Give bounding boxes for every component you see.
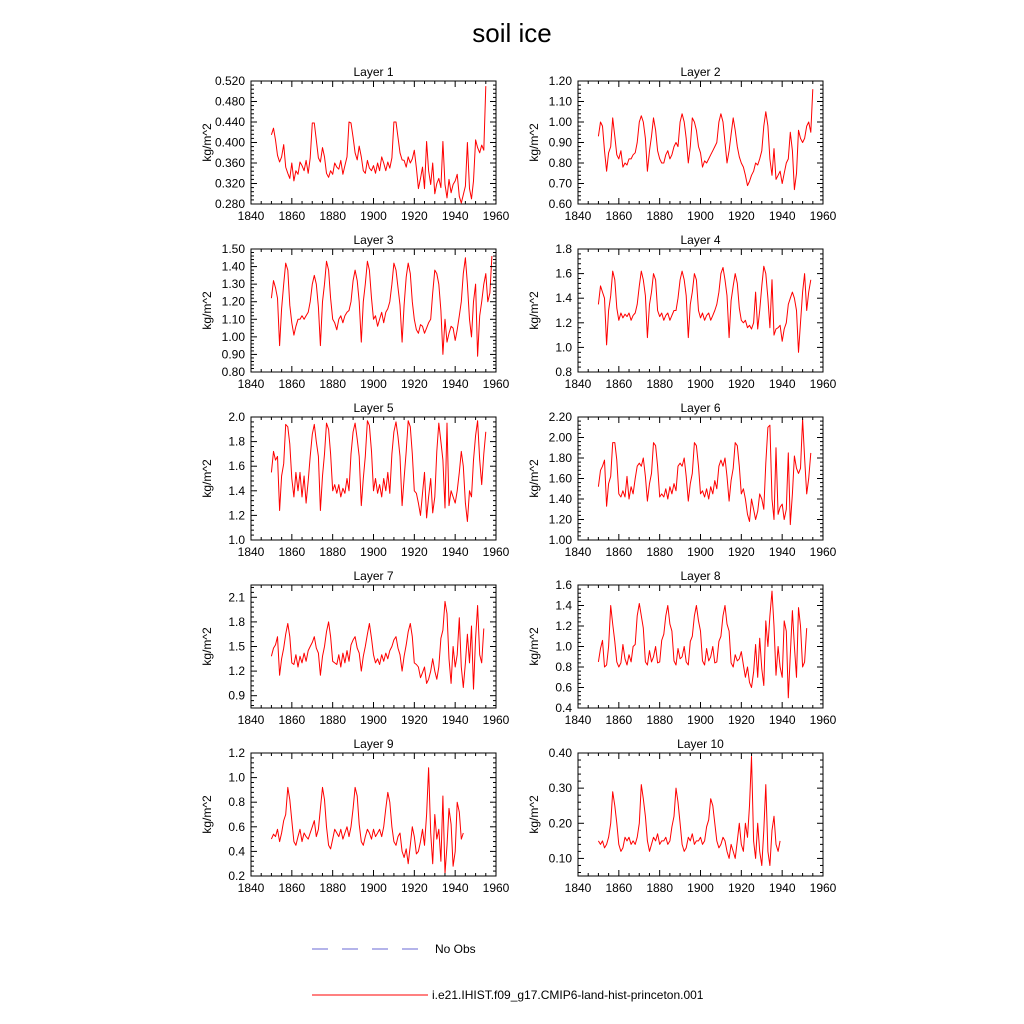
x-tick-label: 1960: [482, 881, 510, 895]
x-tick-label: 1860: [605, 713, 633, 727]
panel-title: Layer 7: [353, 569, 394, 583]
y-tick-label: 1.2: [555, 315, 572, 330]
y-tick-label: 2.1: [228, 590, 245, 605]
panel-layer-2: [527, 65, 837, 223]
x-tick-label: 1860: [605, 377, 633, 391]
y-tick-label: 1.6: [555, 266, 572, 281]
y-tick-label: 1.20: [221, 294, 245, 309]
y-tick-label: 0.80: [548, 156, 572, 170]
y-tick-label: 1.40: [221, 259, 245, 274]
x-tick-label: 1960: [809, 377, 837, 391]
panel-grid: [200, 65, 837, 895]
figure-title: soil ice: [472, 18, 552, 48]
y-tick-label: 0.280: [214, 197, 245, 211]
y-tick-label: 1.4: [555, 291, 572, 306]
y-tick-label: 1.10: [548, 94, 572, 109]
legend: [312, 942, 704, 1002]
y-tick-label: 0.440: [214, 115, 245, 129]
y-tick-label: 0.60: [548, 197, 572, 211]
y-tick-label: 1.00: [548, 533, 572, 547]
x-tick-label: 1840: [564, 881, 592, 895]
x-tick-label: 1960: [809, 545, 837, 559]
y-tick-label: 1.50: [221, 242, 245, 256]
panel-title: Layer 2: [680, 65, 721, 79]
x-tick-label: 1940: [768, 545, 796, 559]
x-tick-label: 1860: [605, 209, 633, 223]
y-tick-label: 0.8: [555, 365, 572, 379]
y-tick-label: 0.90: [548, 135, 572, 150]
x-tick-label: 1960: [482, 545, 510, 559]
x-tick-label: 1880: [646, 545, 674, 559]
y-tick-label: 0.8: [228, 795, 245, 810]
x-tick-label: 1920: [400, 377, 428, 391]
x-tick-label: 1940: [441, 377, 469, 391]
y-tick-label: 0.480: [214, 94, 245, 109]
series-line: [598, 89, 812, 189]
y-tick-label: 1.0: [555, 340, 572, 355]
x-tick-label: 1960: [809, 713, 837, 727]
y-tick-label: 2.0: [228, 410, 245, 424]
x-tick-label: 1840: [237, 377, 265, 391]
x-tick-label: 1840: [237, 545, 265, 559]
x-tick-label: 1900: [360, 377, 387, 391]
y-tick-label: 0.520: [214, 74, 245, 88]
x-tick-label: 1940: [441, 713, 469, 727]
x-tick-label: 1880: [646, 209, 674, 223]
x-tick-label: 1860: [278, 545, 306, 559]
y-tick-label: 1.2: [228, 508, 245, 523]
y-axis-label: kg/m^2: [527, 123, 541, 162]
panel-layer-4: [527, 233, 837, 391]
y-tick-label: 1.0: [555, 639, 572, 654]
y-tick-label: 0.360: [214, 156, 245, 170]
y-tick-label: 0.90: [221, 347, 245, 362]
y-axis-label: kg/m^2: [527, 459, 541, 498]
plot-frame: [578, 417, 823, 540]
y-tick-label: 1.30: [221, 277, 245, 292]
y-tick-label: 1.40: [548, 492, 572, 506]
x-tick-label: 1940: [768, 209, 796, 223]
plot-frame: [251, 249, 496, 372]
y-tick-label: 1.8: [228, 614, 245, 629]
x-tick-label: 1920: [400, 209, 428, 223]
series-line: [598, 757, 780, 866]
x-tick-label: 1840: [564, 377, 592, 391]
x-tick-label: 1920: [727, 545, 755, 559]
series-line: [598, 266, 810, 352]
x-tick-label: 1900: [687, 209, 714, 223]
panel-layer-1: [200, 65, 510, 223]
y-tick-label: 1.00: [548, 115, 572, 129]
y-tick-label: 1.60: [548, 471, 572, 486]
plot-frame: [578, 585, 823, 708]
plot-frame: [578, 249, 823, 372]
series-line: [598, 591, 806, 698]
y-tick-label: 0.6: [555, 680, 572, 695]
x-tick-label: 1840: [237, 881, 265, 895]
x-tick-label: 1900: [360, 209, 387, 223]
y-tick-label: 0.4: [228, 844, 245, 859]
x-tick-label: 1880: [319, 377, 347, 391]
x-tick-label: 1900: [360, 545, 387, 559]
series-line: [271, 86, 485, 203]
y-tick-label: 0.2: [228, 869, 245, 883]
y-axis-label: kg/m^2: [200, 291, 214, 330]
panel-title: Layer 4: [680, 233, 721, 247]
y-tick-label: 1.6: [555, 578, 572, 592]
plot-frame: [251, 417, 496, 540]
y-tick-label: 1.0: [228, 770, 245, 785]
y-tick-label: 1.10: [221, 312, 245, 327]
series-line: [271, 768, 463, 874]
x-tick-label: 1940: [441, 881, 469, 895]
y-tick-label: 1.20: [548, 512, 572, 527]
x-tick-label: 1840: [237, 713, 265, 727]
x-tick-label: 1880: [319, 545, 347, 559]
panel-layer-5: [200, 401, 510, 559]
x-tick-label: 1920: [727, 713, 755, 727]
y-tick-label: 1.0: [228, 533, 245, 547]
series-line: [271, 421, 485, 522]
y-tick-label: 0.4: [555, 701, 572, 715]
x-tick-label: 1960: [482, 209, 510, 223]
panel-layer-6: [527, 401, 837, 559]
x-tick-label: 1960: [482, 377, 510, 391]
panel-title: Layer 8: [680, 569, 721, 583]
x-tick-label: 1880: [646, 377, 674, 391]
x-tick-label: 1840: [237, 209, 265, 223]
y-tick-label: 0.8: [555, 660, 572, 674]
y-tick-label: 0.70: [548, 176, 572, 191]
x-tick-label: 1920: [727, 377, 755, 391]
panel-title: Layer 5: [353, 401, 394, 415]
y-axis-label: kg/m^2: [527, 795, 541, 834]
panel-layer-3: [200, 233, 510, 391]
y-axis-label: kg/m^2: [200, 795, 214, 834]
y-tick-label: 0.20: [548, 816, 572, 831]
panel-layer-7: [200, 569, 510, 727]
y-axis-label: kg/m^2: [527, 627, 541, 666]
x-tick-label: 1900: [360, 713, 387, 727]
y-axis-label: kg/m^2: [200, 627, 214, 666]
y-tick-label: 0.30: [548, 781, 572, 796]
y-tick-label: 1.20: [548, 74, 572, 88]
x-tick-label: 1920: [400, 545, 428, 559]
panel-layer-10: [527, 737, 837, 895]
x-tick-label: 1960: [482, 713, 510, 727]
y-tick-label: 1.4: [228, 483, 245, 498]
y-tick-label: 2.00: [548, 430, 572, 445]
y-tick-label: 0.80: [221, 365, 245, 379]
x-tick-label: 1860: [278, 713, 306, 727]
x-tick-label: 1920: [727, 209, 755, 223]
x-tick-label: 1960: [809, 209, 837, 223]
x-tick-label: 1900: [360, 881, 387, 895]
panel-title: Layer 3: [353, 233, 394, 247]
x-tick-label: 1880: [646, 713, 674, 727]
panel-layer-8: [527, 569, 837, 727]
y-tick-label: 1.2: [228, 746, 245, 760]
x-tick-label: 1840: [564, 209, 592, 223]
y-tick-label: 1.6: [228, 459, 245, 474]
x-tick-label: 1840: [564, 713, 592, 727]
x-tick-label: 1940: [441, 545, 469, 559]
x-tick-label: 1920: [727, 881, 755, 895]
x-tick-label: 1900: [687, 713, 714, 727]
x-tick-label: 1860: [605, 545, 633, 559]
y-tick-label: 1.00: [221, 329, 245, 344]
y-axis-label: kg/m^2: [200, 459, 214, 498]
y-tick-label: 1.8: [555, 242, 572, 256]
x-tick-label: 1920: [400, 713, 428, 727]
y-tick-label: 1.2: [228, 664, 245, 679]
x-tick-label: 1940: [441, 209, 469, 223]
y-tick-label: 0.9: [228, 688, 245, 703]
x-tick-label: 1960: [809, 881, 837, 895]
y-tick-label: 2.20: [548, 410, 572, 424]
x-tick-label: 1880: [319, 713, 347, 727]
y-tick-label: 0.40: [548, 746, 572, 760]
x-tick-label: 1940: [768, 881, 796, 895]
y-axis-label: kg/m^2: [527, 291, 541, 330]
x-tick-label: 1940: [768, 713, 796, 727]
x-tick-label: 1920: [400, 881, 428, 895]
legend-model-label: i.e21.IHIST.f09_g17.CMIP6-land-hist-princeton.001: [432, 988, 704, 1002]
x-tick-label: 1880: [319, 209, 347, 223]
plot-frame: [251, 81, 496, 204]
plot-frame: [578, 753, 823, 876]
series-line: [271, 601, 483, 689]
panel-title: Layer 6: [680, 401, 721, 415]
y-tick-label: 0.10: [548, 851, 572, 866]
y-tick-label: 0.320: [214, 176, 245, 191]
x-tick-label: 1860: [278, 881, 306, 895]
y-tick-label: 1.2: [555, 619, 572, 633]
panel-title: Layer 1: [353, 65, 394, 79]
legend-no-obs-label: No Obs: [435, 942, 476, 956]
x-tick-label: 1880: [319, 881, 347, 895]
panel-title: Layer 9: [353, 737, 394, 751]
x-tick-label: 1900: [687, 545, 714, 559]
y-tick-label: 1.5: [228, 639, 245, 654]
panel-layer-9: [200, 737, 510, 895]
y-tick-label: 0.400: [214, 135, 245, 150]
y-tick-label: 1.80: [548, 451, 572, 465]
y-tick-label: 1.8: [228, 434, 245, 449]
series-line: [598, 419, 810, 524]
x-tick-label: 1860: [605, 881, 633, 895]
y-axis-label: kg/m^2: [200, 123, 214, 162]
y-tick-label: 0.6: [228, 819, 245, 834]
x-tick-label: 1880: [646, 881, 674, 895]
plot-frame: [251, 585, 496, 708]
x-tick-label: 1860: [278, 209, 306, 223]
x-tick-label: 1860: [278, 377, 306, 391]
x-tick-label: 1840: [564, 545, 592, 559]
panel-title: Layer 10: [677, 737, 724, 751]
x-tick-label: 1900: [687, 881, 714, 895]
x-tick-label: 1900: [687, 377, 714, 391]
x-tick-label: 1940: [768, 377, 796, 391]
series-line: [271, 256, 492, 356]
y-tick-label: 1.4: [555, 598, 572, 613]
plot-frame: [578, 81, 823, 204]
